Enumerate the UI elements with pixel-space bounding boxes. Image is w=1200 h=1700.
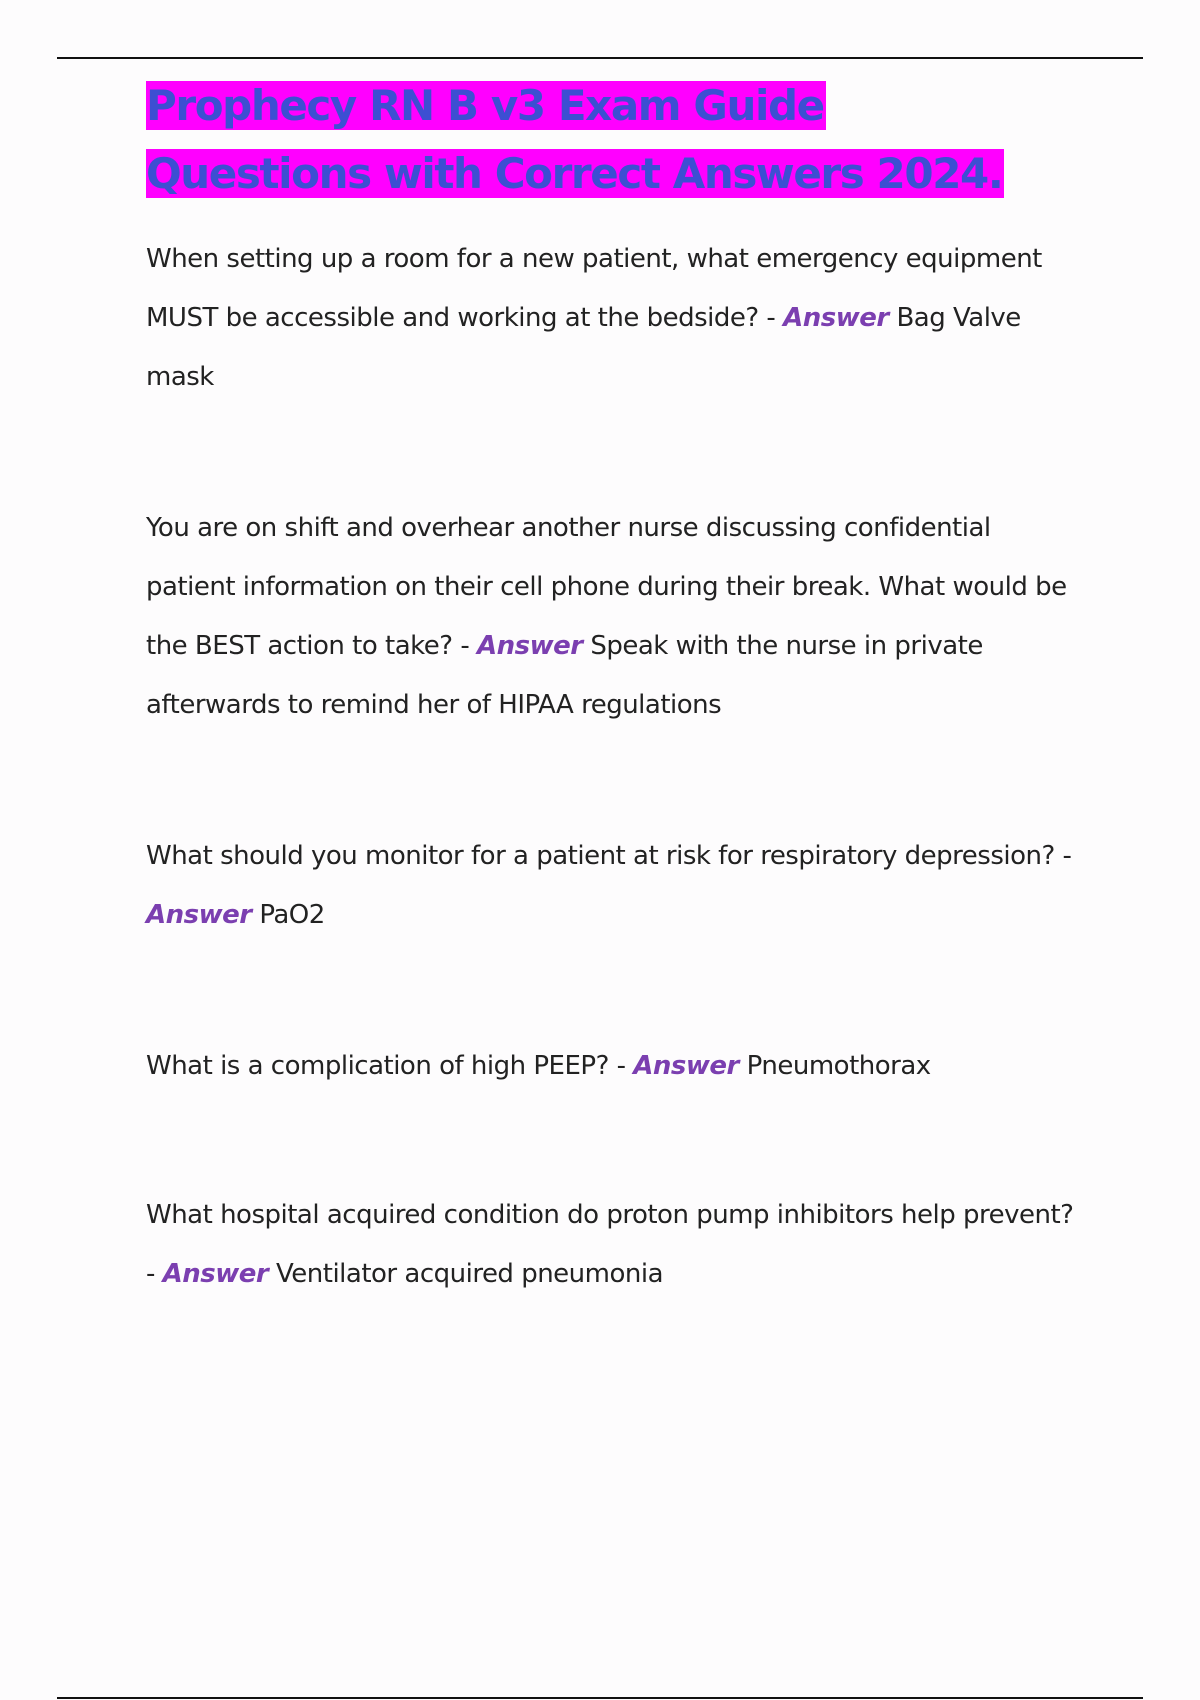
question-text: What is a complication of high PEEP? (146, 1051, 609, 1081)
question-text: What hospital acquired condition do proton pump inhibitors help prevent? (146, 1200, 1074, 1230)
answer-text: PaO2 (259, 900, 325, 930)
answer-label: Answer (146, 900, 252, 930)
question-text: What should you monitor for a patient at risk for respiratory depression? (146, 841, 1055, 871)
answer-text: Bag Valve mask (146, 303, 1021, 392)
answer-label: Answer (477, 631, 583, 661)
page-content (146, 72, 1086, 1304)
document-title (146, 72, 1086, 208)
question-text: When setting up a room for a new patient, what emergency equipment MUST be accessible and working at the bedside? (146, 244, 1042, 333)
separator: - (146, 1259, 163, 1289)
separator: - (758, 303, 784, 333)
separator: - (1054, 841, 1072, 871)
answer-label: Answer (633, 1051, 739, 1081)
qa-item (146, 1186, 1086, 1304)
answer-text: Ventilator acquired pneumonia (276, 1259, 664, 1289)
top-rule (57, 57, 1143, 59)
qa-item (146, 827, 1086, 945)
answer-label: Answer (783, 303, 889, 333)
qa-item (146, 499, 1086, 735)
separator: - (608, 1051, 634, 1081)
answer-text: Speak with the nurse in private afterwards to remind her of HIPAA regulations (146, 631, 983, 720)
answer-label: Answer (162, 1259, 269, 1289)
qa-list (146, 230, 1086, 1304)
title-line-2: Questions with Correct Answers 2024. (146, 149, 1003, 198)
separator: - (452, 631, 477, 661)
qa-item (146, 230, 1086, 407)
answer-text: Pneumothorax (746, 1051, 931, 1081)
bottom-rule (57, 1697, 1143, 1699)
title-line-1: Prophecy RN B v3 Exam Guide (146, 81, 824, 130)
question-text: You are on shift and overhear another nurse discussing confidential patient information on their cell phone during their break. What would be the BEST action to take? (146, 513, 1067, 661)
qa-item (146, 1037, 1086, 1096)
